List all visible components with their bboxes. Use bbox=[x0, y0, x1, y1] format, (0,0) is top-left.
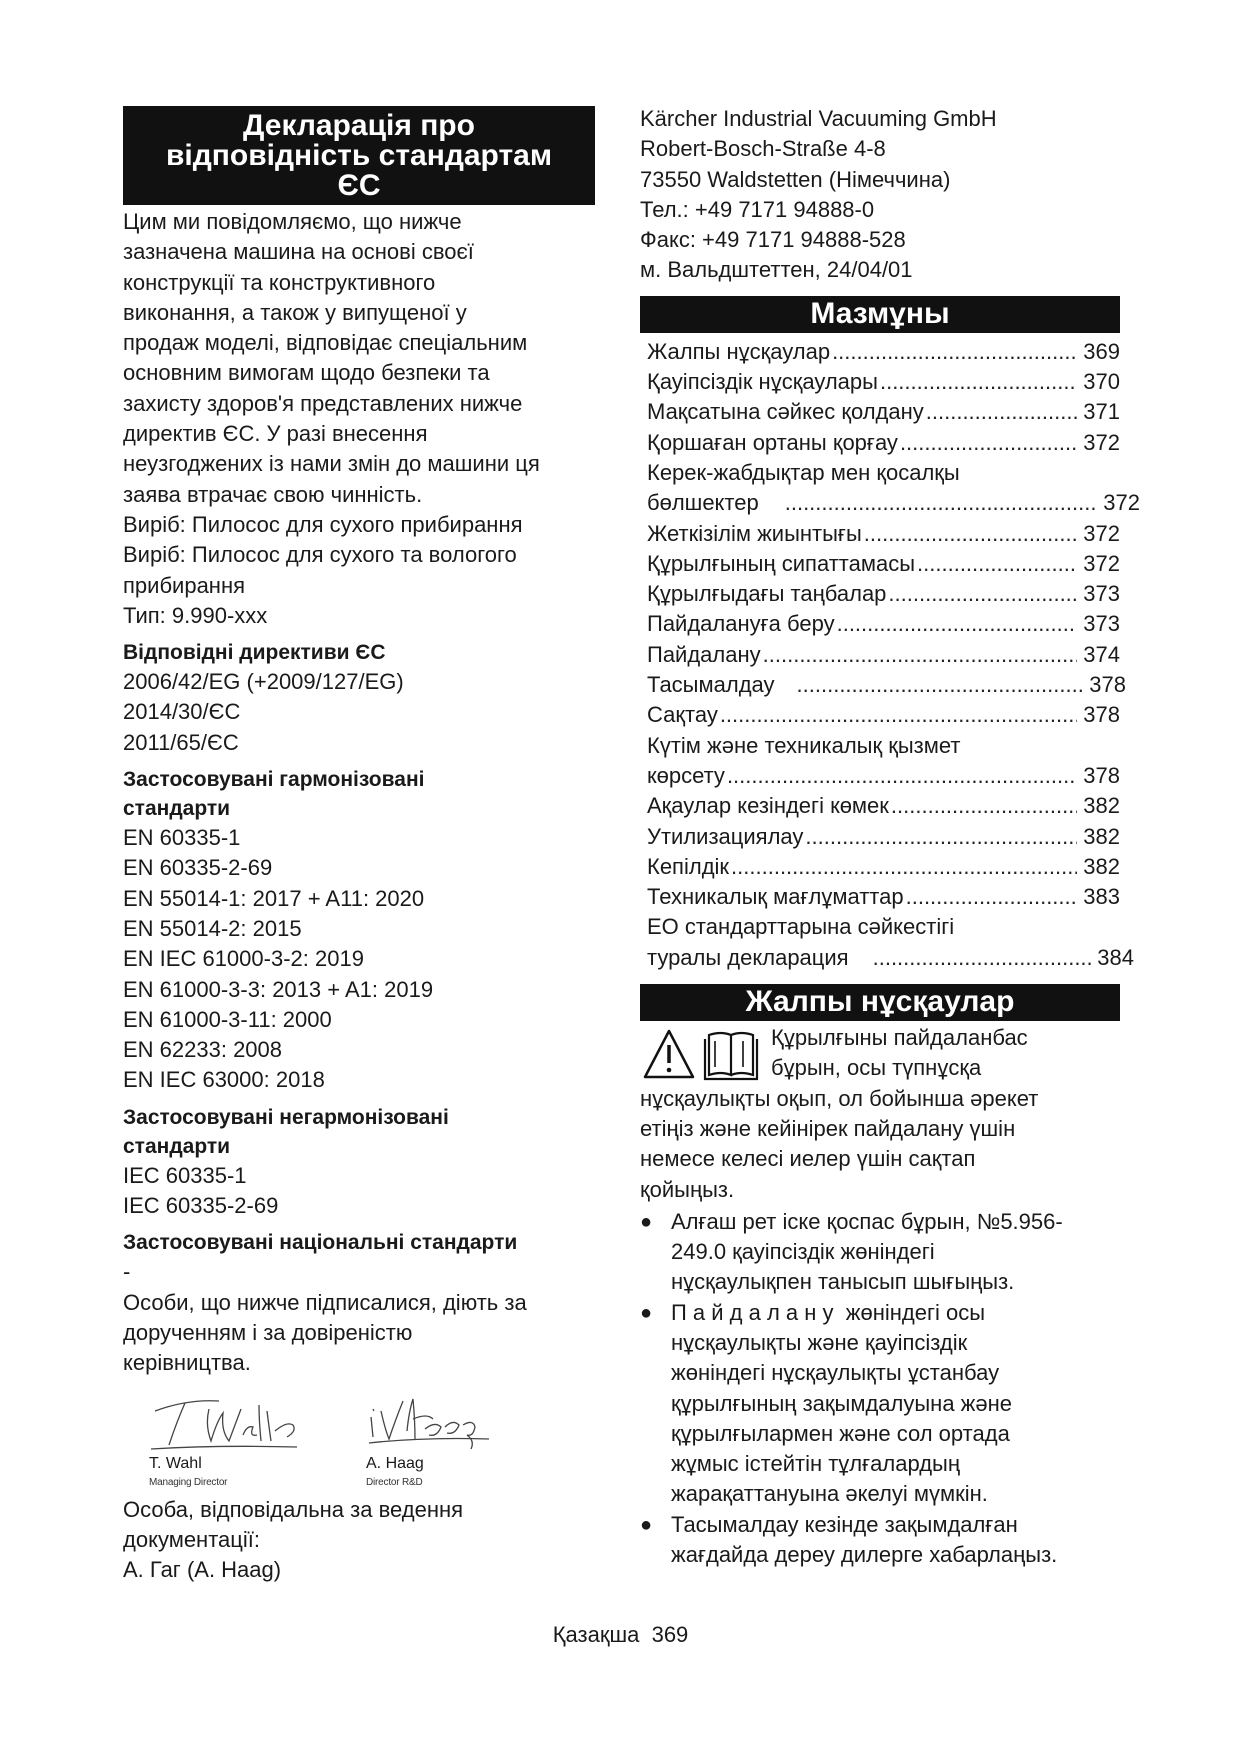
standard-item: EN 60335-2-69 bbox=[123, 855, 273, 881]
toc-label: Тасымалдау bbox=[647, 672, 775, 698]
toc-entry[interactable] bbox=[647, 822, 1120, 852]
text-line: основним вимогам щодо безпеки та bbox=[123, 360, 490, 386]
toc-label: Кепілдік bbox=[647, 853, 730, 879]
address-line: Тел.: +49 7171 94888-0 bbox=[640, 196, 875, 222]
toc-entry[interactable] bbox=[647, 670, 1126, 700]
toc-label: Құрылғының сипаттамасы bbox=[647, 550, 916, 576]
text-line: құрылғының зақымдалуына және bbox=[671, 1390, 1013, 1416]
standard-item: EN IEC 63000: 2018 bbox=[123, 1067, 325, 1093]
text-line: қойыңыз. bbox=[640, 1176, 735, 1202]
toc-label: Қауіпсіздік нұсқаулары bbox=[647, 369, 878, 395]
text-line: неузгоджених із нами змін до машини ця bbox=[123, 451, 540, 477]
toc-page: 378 bbox=[1083, 702, 1120, 728]
toc-entry[interactable] bbox=[647, 609, 1120, 639]
toc-leader bbox=[926, 397, 1078, 427]
page-number: 369 bbox=[651, 1622, 689, 1647]
directives-title: Відповідні директиви ЄС bbox=[123, 641, 386, 665]
bullet-icon: ● bbox=[640, 1513, 653, 1536]
text-line: захисту здоров'я представлених нижче bbox=[123, 390, 523, 416]
standard-item: EN 60335-1 bbox=[123, 825, 241, 851]
text-line: Құрылғыны пайдаланбас bbox=[771, 1025, 1028, 1051]
signatures bbox=[123, 1391, 595, 1491]
signature-haag bbox=[363, 1391, 503, 1453]
toc-label: Пайдалану bbox=[647, 641, 761, 667]
text-line: конструкції та конструктивного bbox=[123, 269, 436, 295]
toc-page: 373 bbox=[1083, 581, 1120, 607]
warning-block bbox=[640, 1023, 1120, 1205]
text-line: Виріб: Пилосос для сухого прибирання bbox=[123, 511, 523, 537]
signer-name: T. Wahl bbox=[149, 1454, 202, 1472]
text-line: зазначена машина на основі своєї bbox=[123, 239, 474, 265]
signature-wahl bbox=[147, 1391, 317, 1453]
bullet-icon: ● bbox=[640, 1210, 653, 1233]
toc-entry[interactable] bbox=[647, 397, 1120, 427]
toc-label: Сақтау bbox=[647, 702, 718, 728]
text-line: жарақаттануына әкелуі мүмкін. bbox=[671, 1481, 988, 1507]
text-line: жұмыс істейтін тұлғалардың bbox=[671, 1451, 961, 1477]
text-line: нұсқаулықты оқып, ол бойынша әрекет bbox=[640, 1085, 1039, 1111]
toc-entry[interactable] bbox=[647, 731, 1120, 792]
toc-page: 384 bbox=[1097, 944, 1134, 970]
toc-leader bbox=[837, 609, 1078, 639]
text-line: директив ЄС. У разі внесення bbox=[123, 421, 428, 447]
toc-leader bbox=[832, 337, 1077, 367]
toc-entry[interactable] bbox=[647, 700, 1120, 730]
bullet-item bbox=[640, 1207, 1120, 1298]
nonharmonized-title bbox=[123, 1103, 595, 1161]
text-line: Тип: 9.990-xxx bbox=[123, 602, 268, 628]
footer-language: Қазақша bbox=[552, 1622, 640, 1647]
safety-bullets bbox=[640, 1207, 1120, 1571]
toc-entry[interactable] bbox=[647, 367, 1120, 397]
toc-leader bbox=[727, 761, 1077, 791]
title-line: стандарти bbox=[123, 797, 231, 821]
toc-entry[interactable] bbox=[647, 549, 1120, 579]
standard-item: EN 61000-3-11: 2000 bbox=[123, 1006, 332, 1032]
toc-leader bbox=[917, 549, 1077, 579]
address-line: м. Вальдштеттен, 24/04/01 bbox=[640, 257, 913, 283]
standard-item: IEC 60335-2-69 bbox=[123, 1193, 279, 1219]
text-line: Алғаш рет іске қоспас бұрын, №5.956- bbox=[671, 1208, 1063, 1234]
toc-label: Ақаулар кезіндегі көмек bbox=[647, 793, 889, 819]
toc-heading: Мазмұны bbox=[640, 296, 1120, 333]
toc-leader bbox=[891, 791, 1077, 821]
general-heading: Жалпы нұсқаулар bbox=[640, 984, 1120, 1021]
toc-entry[interactable] bbox=[647, 519, 1120, 549]
toc-leader bbox=[797, 670, 1084, 700]
text-line: П а й д а л а н у жөніндегі осы bbox=[671, 1299, 986, 1325]
bullet-item bbox=[640, 1510, 1120, 1571]
nonharmonized-list bbox=[123, 1161, 595, 1222]
toc-label: Мақсатына сәйкес қолдану bbox=[647, 399, 924, 425]
text-line: Тасымалдау кезінде зақымдалған bbox=[671, 1511, 1018, 1537]
toc-leader bbox=[888, 579, 1077, 609]
toc-page: 374 bbox=[1083, 641, 1120, 667]
national-title: Застосовувані національні стандарти bbox=[123, 1231, 518, 1255]
text-line: жөніндегі нұсқаулықты ұстанбау bbox=[671, 1360, 1000, 1386]
toc-label: Пайдалануға беру bbox=[647, 611, 835, 637]
directive-item: 2011/65/ЄС bbox=[123, 729, 239, 755]
address-line: 73550 Waldstetten (Німеччина) bbox=[640, 166, 951, 192]
heading-line: відповідність стандартам bbox=[165, 139, 553, 172]
harmonized-list bbox=[123, 823, 595, 1096]
toc-label: көрсету bbox=[647, 762, 725, 788]
text-line: виконання, а також у випущеної у bbox=[123, 299, 467, 325]
harmonized-title bbox=[123, 765, 595, 823]
toc-label: Қоршаған ортаны қорғау bbox=[647, 429, 898, 455]
warning-book-icon bbox=[643, 1025, 768, 1085]
page-footer bbox=[0, 1622, 1241, 1648]
toc-label-line1: Керек-жабдықтар мен қосалқы bbox=[647, 459, 960, 485]
toc-page: 369 bbox=[1083, 338, 1120, 364]
text-line: документації: bbox=[123, 1526, 260, 1552]
directive-item: 2006/42/EG (+2009/127/EG) bbox=[123, 669, 404, 695]
text-line: немесе келесі иелер үшін сақтап bbox=[640, 1146, 976, 1172]
heading-line: ЄС bbox=[337, 169, 381, 202]
toc-label: Жеткізілім жиынтығы bbox=[647, 520, 862, 546]
text-line: дорученням і за довіреністю bbox=[123, 1319, 413, 1345]
toc-leader bbox=[880, 367, 1077, 397]
signer-name: A. Haag bbox=[366, 1454, 424, 1472]
text-line: нұсқаулықты және қауіпсіздік bbox=[671, 1329, 968, 1355]
standard-item: EN 61000-3-3: 2013 + A1: 2019 bbox=[123, 976, 434, 1002]
toc-label-line1: ЕО стандарттарына сәйкестігі bbox=[647, 914, 955, 940]
toc-entry[interactable] bbox=[647, 882, 1120, 912]
right-column bbox=[640, 104, 1140, 1570]
toc-leader bbox=[785, 488, 1098, 518]
toc-label: туралы декларация bbox=[647, 944, 849, 970]
signers-text bbox=[123, 1288, 595, 1379]
text-line: А. Гаг (A. Haag) bbox=[123, 1557, 282, 1583]
toc-page: 372 bbox=[1083, 429, 1120, 455]
heading-line: Декларація про bbox=[243, 109, 475, 142]
standard-item: EN 55014-1: 2017 + A11: 2020 bbox=[123, 885, 425, 911]
toc-leader bbox=[763, 640, 1078, 670]
toc-page: 383 bbox=[1083, 884, 1120, 910]
standard-item: IEC 60335-1 bbox=[123, 1162, 247, 1188]
toc-leader bbox=[864, 519, 1078, 549]
signer-role: Director R&D bbox=[366, 1476, 423, 1488]
standard-item: EN 62233: 2008 bbox=[123, 1037, 283, 1063]
address-line: Robert-Bosch-Straße 4-8 bbox=[640, 136, 886, 162]
toc-leader bbox=[731, 852, 1077, 882]
toc-page: 378 bbox=[1083, 762, 1120, 788]
manufacturer-address bbox=[640, 104, 1120, 286]
toc-leader bbox=[906, 882, 1078, 912]
toc-label: Жалпы нұсқаулар bbox=[647, 338, 831, 364]
toc-entry[interactable] bbox=[647, 428, 1120, 458]
toc-page: 372 bbox=[1103, 490, 1140, 516]
toc-label: Құрылғыдағы таңбалар bbox=[647, 581, 887, 607]
title-line: стандарти bbox=[123, 1134, 231, 1158]
toc-entry[interactable] bbox=[647, 912, 1134, 973]
toc-label: Утилизациялау bbox=[647, 823, 804, 849]
text-line: Особа, відповідальна за ведення bbox=[123, 1496, 464, 1522]
text-line: прибирання bbox=[123, 572, 246, 598]
toc-label-line1: Күтім және техникалық қызмет bbox=[647, 732, 961, 758]
national-list bbox=[123, 1257, 595, 1287]
text-line: Особи, що нижче підписалися, діють за bbox=[123, 1289, 527, 1315]
toc-entry[interactable] bbox=[647, 579, 1120, 609]
toc-page: 382 bbox=[1083, 793, 1120, 819]
toc-entry[interactable] bbox=[647, 337, 1120, 367]
toc-page: 382 bbox=[1083, 823, 1120, 849]
text-line: Цим ми повідомляємо, що нижче bbox=[123, 209, 462, 234]
text-line: етіңіз және кейінірек пайдалану үшін bbox=[640, 1115, 1016, 1141]
bullet-icon: ● bbox=[640, 1301, 653, 1324]
text-line: заява втрачає свою чинність. bbox=[123, 481, 423, 507]
left-column bbox=[123, 106, 595, 1585]
toc-page: 370 bbox=[1083, 369, 1120, 395]
text-line: жағдайда дереу дилерге хабарлаңыз. bbox=[671, 1542, 1058, 1568]
documentation-text bbox=[123, 1495, 595, 1586]
address-line: Факс: +49 7171 94888-528 bbox=[640, 227, 906, 253]
declaration-intro bbox=[123, 207, 595, 631]
toc-page: 382 bbox=[1083, 853, 1120, 879]
toc-leader bbox=[873, 943, 1092, 973]
toc-page: 373 bbox=[1083, 611, 1120, 637]
toc-page: 372 bbox=[1083, 550, 1120, 576]
standard-item: EN IEC 61000-3-2: 2019 bbox=[123, 946, 364, 972]
text-line: бұрын, осы түпнұсқа bbox=[771, 1055, 982, 1081]
toc-page: 371 bbox=[1083, 399, 1120, 425]
text-line: продаж моделі, відповідає спеціальним bbox=[123, 330, 528, 356]
toc-label: бөлшектер bbox=[647, 490, 759, 516]
bullet-item bbox=[640, 1298, 1120, 1510]
toc-entry[interactable] bbox=[647, 640, 1120, 670]
table-of-contents bbox=[640, 337, 1140, 973]
toc-leader bbox=[805, 822, 1077, 852]
directive-item: 2014/30/ЄС bbox=[123, 699, 241, 725]
toc-label: Техникалық мағлұматтар bbox=[647, 884, 904, 910]
standard-item: EN 55014-2: 2015 bbox=[123, 915, 302, 941]
declaration-heading bbox=[123, 106, 595, 205]
text-line: нұсқаулықпен танысып шығыңыз. bbox=[671, 1269, 1015, 1295]
title-line: Застосовувані гармонізовані bbox=[123, 768, 425, 792]
address-line: Kärcher Industrial Vacuuming GmbH bbox=[640, 106, 997, 131]
text-line: керівництва. bbox=[123, 1350, 251, 1376]
signer-role: Managing Director bbox=[149, 1476, 228, 1488]
toc-entry[interactable] bbox=[647, 852, 1120, 882]
toc-leader bbox=[900, 428, 1077, 458]
text-line: 249.0 қауіпсіздік жөніндегі bbox=[671, 1239, 935, 1265]
toc-entry[interactable] bbox=[647, 791, 1120, 821]
title-line: Застосовувані негармонізовані bbox=[123, 1105, 449, 1129]
toc-page: 378 bbox=[1089, 672, 1126, 698]
directives-list bbox=[123, 667, 595, 758]
toc-leader bbox=[720, 700, 1077, 730]
text-line: құрылғылармен және сол ортада bbox=[671, 1420, 1010, 1446]
standard-item: - bbox=[123, 1259, 131, 1285]
text-line: Виріб: Пилосос для сухого та вологого bbox=[123, 542, 517, 568]
toc-page: 372 bbox=[1083, 520, 1120, 546]
toc-entry[interactable] bbox=[647, 458, 1140, 519]
